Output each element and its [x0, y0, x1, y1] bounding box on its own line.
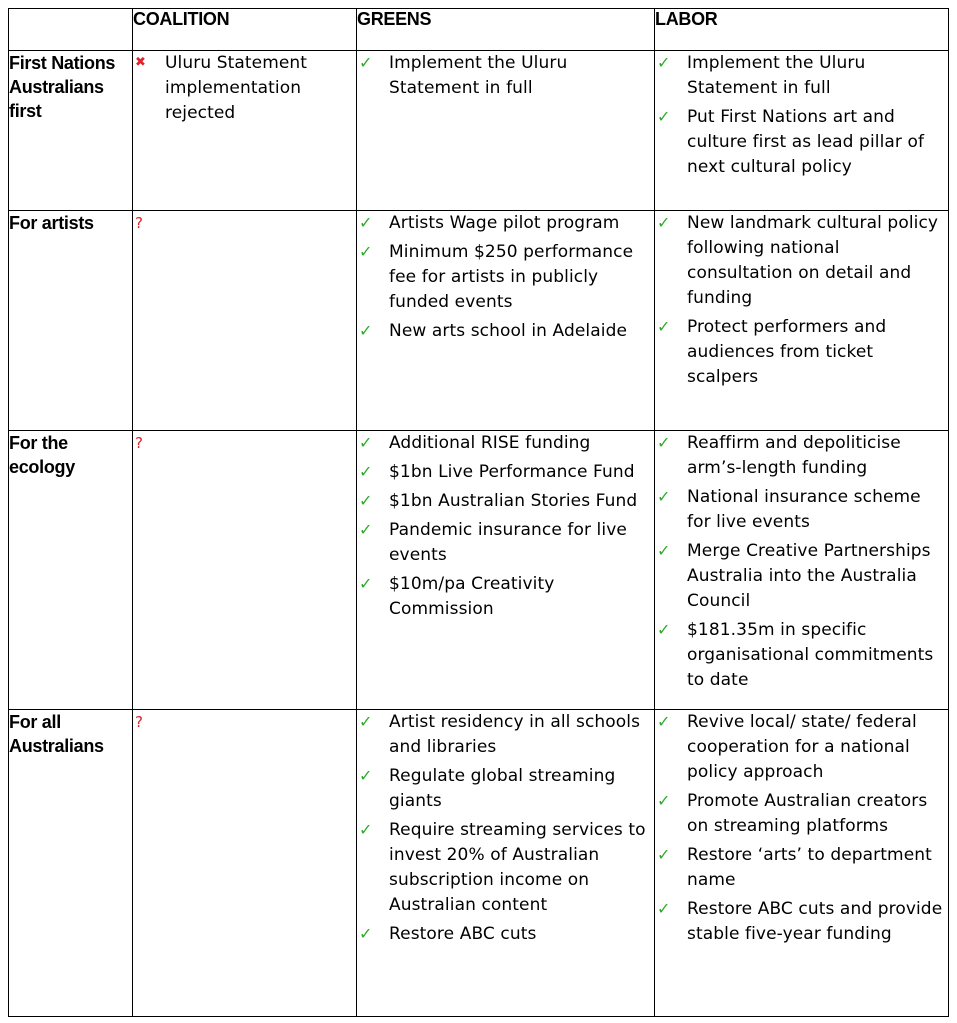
check-icon: ✓ [359, 433, 373, 453]
header-row [9, 9, 949, 51]
list-item [357, 431, 654, 456]
check-icon: ✓ [359, 321, 373, 341]
check-icon: ✓ [359, 491, 373, 511]
question-icon: ? [135, 712, 143, 731]
item-text: Restore ABC cuts and provide stable five-year funding [687, 898, 943, 944]
table-row [9, 51, 949, 211]
check-icon: ✓ [657, 53, 671, 72]
check-icon: ✓ [359, 53, 373, 72]
item-text: Merge Creative Partnerships Australia into the Australia Council [687, 541, 931, 612]
item-text: National insurance scheme for live events [687, 487, 921, 533]
list-item [655, 843, 948, 893]
list-item [655, 618, 948, 693]
item-text: Regulate global streaming giants [389, 765, 616, 811]
item-list [357, 51, 654, 101]
header-coalition: COALITION [133, 9, 357, 51]
cell-coalition [133, 51, 357, 211]
list-item [655, 211, 948, 311]
table-row [9, 431, 949, 709]
check-icon: ✓ [657, 790, 671, 810]
table-row [9, 709, 949, 1016]
list-item [655, 539, 948, 614]
list-item [357, 489, 654, 514]
item-list [655, 431, 948, 693]
item-text: Implement the Uluru Statement in full [389, 53, 568, 98]
check-icon: ✓ [359, 574, 373, 594]
item-text: Restore ‘arts’ to department name [687, 844, 932, 890]
item-list [357, 431, 654, 622]
cell-labor [655, 211, 949, 431]
item-text: Protect performers and audiences from ticket scalpers [687, 317, 887, 388]
list-item [357, 518, 654, 568]
check-icon: ✓ [657, 487, 671, 507]
item-text: New arts school in Adelaide [389, 321, 628, 342]
item-list [357, 710, 654, 947]
item-text: Artist residency in all schools and libraries [389, 711, 641, 757]
cell-labor [655, 431, 949, 709]
item-list [133, 51, 356, 126]
list-item [133, 51, 356, 126]
list-item [357, 922, 654, 947]
item-list [655, 51, 948, 180]
cell-coalition [133, 431, 357, 709]
list-item [655, 789, 948, 839]
check-icon: ✓ [657, 433, 671, 453]
list-item [357, 764, 654, 814]
question-icon: ? [135, 214, 143, 233]
item-text: Artists Wage pilot program [389, 213, 620, 234]
list-item [655, 897, 948, 947]
cell-labor [655, 51, 949, 211]
item-text: $10m/pa Creativity Commission [389, 574, 555, 620]
header-labor: LABOR [655, 9, 949, 51]
check-icon: ✓ [657, 107, 671, 126]
check-icon: ✓ [657, 213, 671, 233]
check-icon: ✓ [657, 317, 671, 337]
policy-comparison-table [8, 8, 949, 1017]
item-list [357, 211, 654, 344]
item-text: Promote Australian creators on streaming platforms [687, 790, 928, 836]
item-text: Minimum $250 performance fee for artists in publicly funded events [389, 242, 634, 313]
item-text: Implement the Uluru Statement in full [687, 53, 866, 98]
cell-labor [655, 709, 949, 1016]
table-row [9, 211, 949, 431]
cell-greens [357, 431, 655, 709]
list-item [357, 240, 654, 315]
cell-greens [357, 709, 655, 1016]
item-text: Pandemic insurance for live events [389, 520, 627, 566]
item-text: $1bn Live Performance Fund [389, 462, 635, 483]
list-item [357, 211, 654, 236]
list-item [357, 818, 654, 918]
item-text: Restore ABC cuts [389, 923, 537, 944]
list-item [655, 105, 948, 180]
check-icon: ✓ [359, 923, 373, 943]
item-list [655, 211, 948, 390]
check-icon: ✓ [657, 711, 671, 731]
list-item [357, 51, 654, 101]
item-text: Reaffirm and depoliticise arm’s-length funding [687, 433, 901, 479]
list-item [357, 460, 654, 485]
row-label: For all Australians [9, 709, 133, 1016]
check-icon: ✓ [657, 541, 671, 561]
item-text: Uluru Statement implementation rejected [165, 53, 308, 123]
item-text: New landmark cultural policy following national consultation on detail and funding [687, 213, 939, 309]
check-icon: ✓ [657, 898, 671, 918]
list-item [357, 572, 654, 622]
cell-coalition [133, 211, 357, 431]
header-greens: GREENS [357, 9, 655, 51]
item-text: $181.35m in specific organisational commitments to date [687, 620, 934, 691]
check-icon: ✓ [657, 844, 671, 864]
list-item [357, 710, 654, 760]
cell-coalition [133, 709, 357, 1016]
row-label: For artists [9, 211, 133, 431]
row-label: First Nations Australians first [9, 51, 133, 211]
check-icon: ✓ [359, 213, 373, 233]
header-corner [9, 9, 133, 51]
item-text: Require streaming services to invest 20% of Australian subscription income on Australian content [389, 819, 646, 915]
cell-greens [357, 51, 655, 211]
check-icon: ✓ [359, 819, 373, 839]
list-item [655, 431, 948, 481]
item-list [655, 710, 948, 947]
list-item [655, 51, 948, 101]
list-item [655, 710, 948, 785]
list-item [655, 315, 948, 390]
item-text: $1bn Australian Stories Fund [389, 491, 638, 512]
list-item [357, 319, 654, 344]
check-icon: ✓ [359, 520, 373, 540]
item-text: Additional RISE funding [389, 433, 591, 454]
check-icon: ✓ [359, 462, 373, 482]
item-text: Revive local/ state/ federal cooperation for a national policy approach [687, 711, 917, 782]
cross-icon: ✖ [135, 55, 146, 70]
check-icon: ✓ [359, 242, 373, 262]
question-icon: ? [135, 434, 143, 453]
check-icon: ✓ [359, 711, 373, 731]
list-item [655, 485, 948, 535]
cell-greens [357, 211, 655, 431]
item-text: Put First Nations art and culture first as lead pillar of next cultural policy [687, 107, 925, 177]
check-icon: ✓ [359, 765, 373, 785]
check-icon: ✓ [657, 620, 671, 640]
table-body [9, 51, 949, 1017]
row-label: For the ecology [9, 431, 133, 709]
